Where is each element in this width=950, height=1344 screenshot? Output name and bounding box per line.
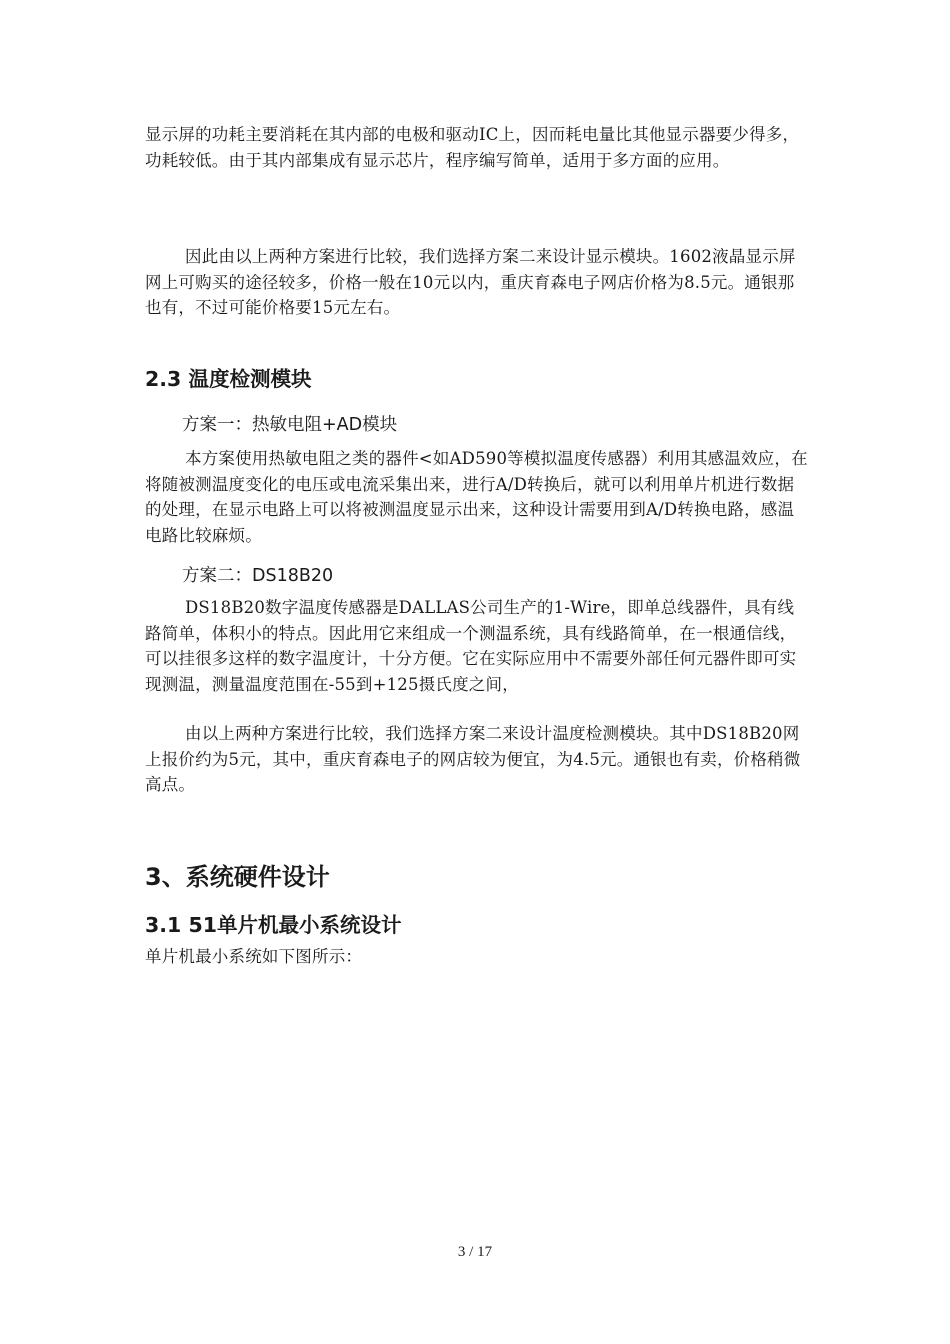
paragraph-ds18b20 [145,595,810,697]
section-heading-3 [145,857,810,892]
heading-text: 3.1 51单片机最小系统设计 [145,913,402,937]
section-heading-3-1 [145,908,810,938]
section-heading-2-3 [145,362,810,392]
heading-text: 2.3 温度检测模块 [145,367,312,391]
paragraph-display-choice [145,244,810,321]
paragraph-text: 因此由以上两种方案进行比较，我们选择方案二来设计显示模块。1602液晶显示屏网上可购买的途径较多，价格一般在10元以内，重庆育森电子网店价格为8.5元。通银那也有，不过可能价格要15元左右。 [145,247,796,317]
paragraph-text: DS18B20数字温度传感器是DALLAS公司生产的1-Wire，即单总线器件，具有线路简单，体积小的特点。因此用它来组成一个测温系统，具有线路简单，在一根通信线，可以挂很多这样的数字温度计，十分方便。它在实际应用中不需要外部任何元器件即可实现测温，测量温度范围在-55到+125摄氏度之间， [145,598,797,694]
page-number: 3 / 17 [457,1244,493,1260]
paragraph-thermistor [145,446,810,548]
paragraph-display-power [145,122,810,173]
heading-text: 3、系统硬件设计 [145,863,330,891]
paragraph-text: 由以上两种方案进行比较，我们选择方案二来设计温度检测模块。其中DS18B20网上报价约为5元，其中，重庆育森电子的网店较为便宜，为4.5元。通银也有卖，价格稍微高点。 [145,724,801,794]
subheading-plan-1: 方案一：热敏电阻+AD模块 [182,415,398,435]
paragraph-text: 单片机最小系统如下图所示： [145,947,363,966]
paragraph-temp-choice [145,721,810,798]
paragraph-text: 本方案使用热敏电阻之类的器件<如AD590等模拟温度传感器）利用其感温效应，在将随被测温度变化的电压或电流采集出来，进行A/D转换后，就可以利用单片机进行数据的处理，在显示电路上可以将被测温度显示出来，这种设计需要用到A/D转换电路，感温电路比较麻烦。 [145,449,808,545]
subheading-plan-2: 方案二：DS18B20 [182,566,334,586]
paragraph-min-system [145,944,810,970]
paragraph-text: 显示屏的功耗主要消耗在其内部的电极和驱动IC上，因而耗电量比其他显示器要少得多，功耗较低。由于其内部集成有显示芯片，程序编写简单，适用于多方面的应用。 [145,125,800,170]
